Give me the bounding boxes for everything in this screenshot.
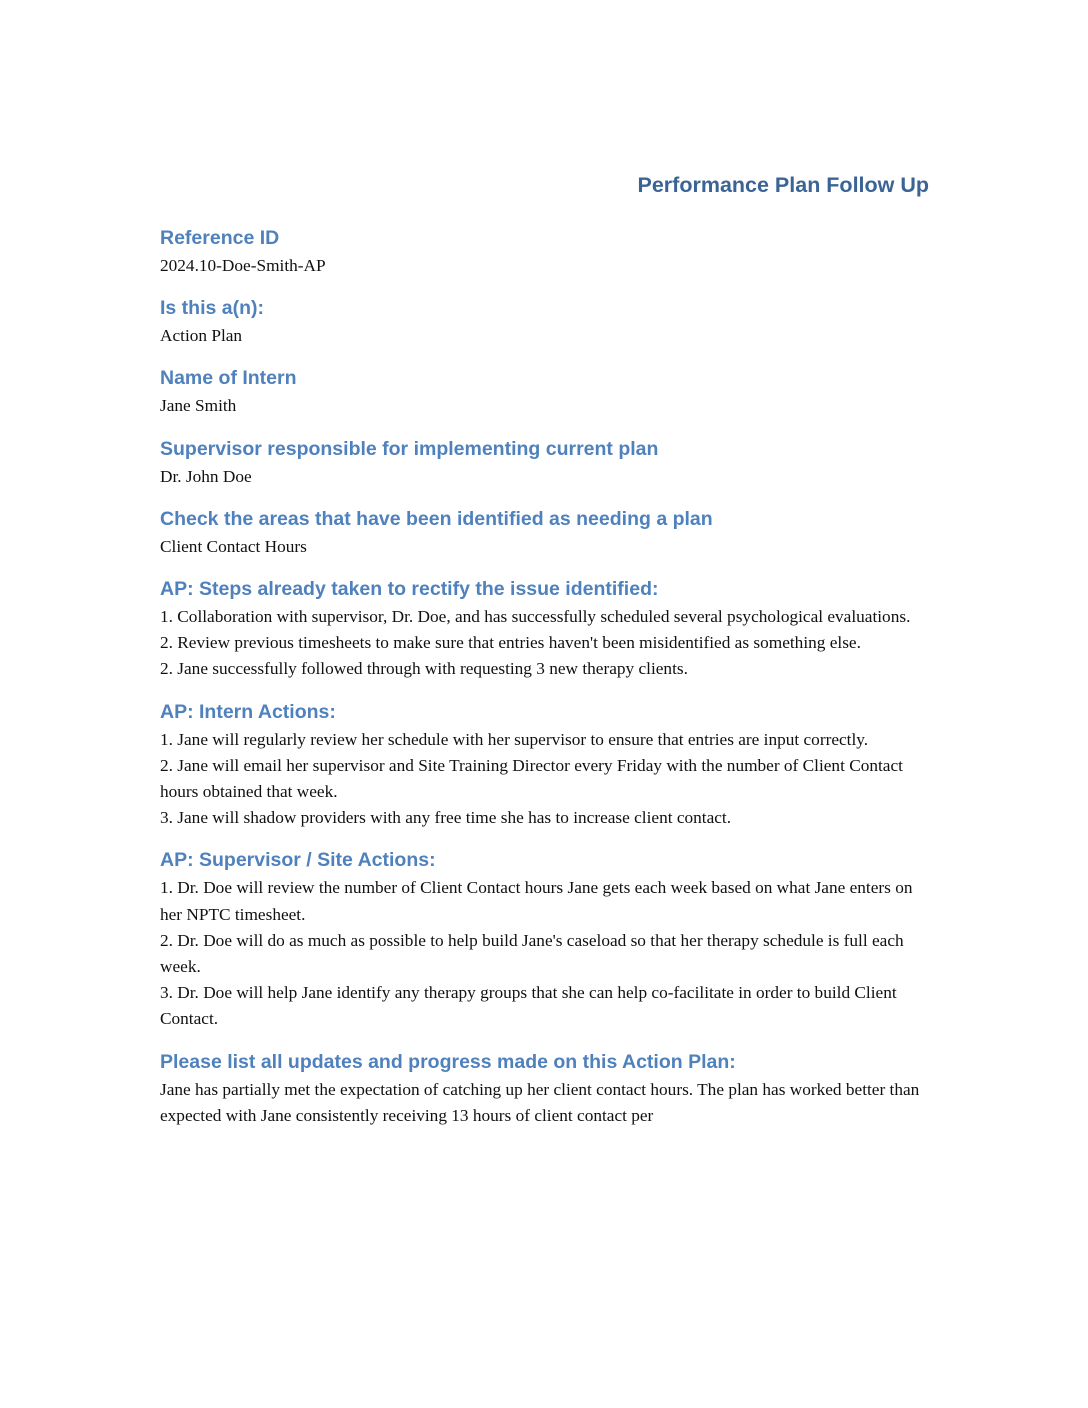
list-item: 2. Dr. Doe will do as much as possible to help build Jane's caseload so that her therapy schedule is full each week. [160,930,904,977]
section-value [160,604,935,683]
section-value [160,323,935,349]
intern-name-value: Jane Smith [160,396,237,416]
section-heading: AP: Steps already taken to rectify the issue identified: [160,578,659,601]
supervisor-value: Dr. John Doe [160,466,252,486]
section-heading: AP: Supervisor / Site Actions: [160,849,436,872]
section-value [160,534,935,560]
section-heading: Supervisor responsible for implementing current plan [160,437,659,460]
section-updates-progress [160,1049,935,1129]
plan-type-value: Action Plan [160,326,243,346]
section-heading: Reference ID [160,227,280,249]
section-value [160,464,935,490]
section-intern-name [160,365,935,419]
section-intern-actions [160,699,935,832]
section-value [160,1077,935,1129]
section-reference-id [160,225,935,279]
list-item: 2. Jane will email her supervisor and Site Training Director every Friday with the number of Client Contact hours obtained that week. [160,755,903,802]
list-item: 2. Jane successfully followed through with requesting 3 new therapy clients. [160,659,688,679]
list-item: 3. Jane will shadow providers with any free time she has to increase client contact. [160,808,732,828]
list-item: 1. Collaboration with supervisor, Dr. Doe, and has successfully scheduled several psychological evaluations. [160,607,911,627]
section-supervisor-actions [160,847,935,1032]
section-value [160,727,935,832]
section-supervisor [160,436,935,490]
plan-area-value: Client Contact Hours [160,536,307,556]
section-heading: Name of Intern [160,367,297,390]
reference-id-value: 2024.10-Doe-Smith-AP [160,256,326,275]
section-plan-type [160,295,935,349]
document-body [160,225,935,1145]
section-heading: Check the areas that have been identified as needing a plan [160,507,713,530]
section-heading: Please list all updates and progress made on this Action Plan: [160,1050,736,1073]
list-item: 2. Review previous timesheets to make sure that entries haven't been misidentified as something else. [160,633,861,653]
section-value [160,253,935,279]
progress-text: Jane has partially met the expectation of catching up her client contact hours. The plan has worked better than expected with Jane consistently receiving 13 hours of client contact per [160,1079,920,1125]
list-item: 1. Jane will regularly review her schedule with her supervisor to ensure that entries are input correctly. [160,729,869,749]
list-item: 1. Dr. Doe will review the number of Client Contact hours Jane gets each week based on what Jane enters on her NPTC timesheet. [160,878,913,924]
list-item: 3. Dr. Doe will help Jane identify any therapy groups that she can help co-facilitate in order to build Client Contact. [160,983,897,1029]
section-value [160,875,935,1032]
section-plan-areas [160,506,935,560]
section-heading: AP: Intern Actions: [160,700,336,723]
section-heading: Is this a(n): [160,297,265,320]
section-value [160,393,935,419]
document-title: Performance Plan Follow Up [637,173,929,197]
section-steps-taken [160,576,935,683]
